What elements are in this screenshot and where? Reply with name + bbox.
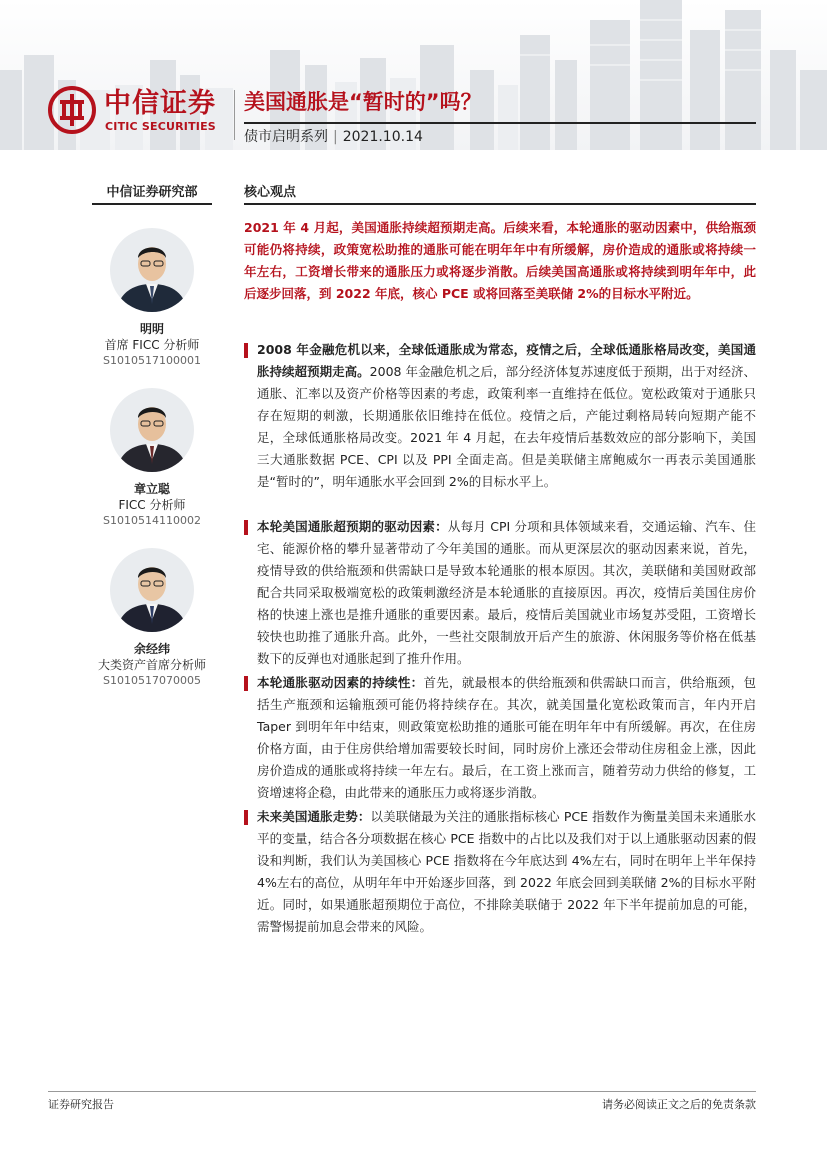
footer-rule <box>48 1091 756 1092</box>
bullet-body: 首先，就最根本的供给瓶颈和供需缺口而言，供给瓶颈，包括生产瓶颈和运输瓶颈可能仍将持续存在。其次，就美国量化宽松政策而言，年内开启 Taper 到明年年中结束，则政策宽松助推的通胀可能在明年年中有所缓解。再次，在住房价格方面，由于住房供给增加需要较长时间，同时房价上涨还会带动住房租金上涨，因此房价造成的通胀或将持续一年左右。最后，在工资上涨而言，随着劳动力供给的修复，工资增速将企稳，由此带来的通胀压力或将逐步消散。 <box>257 675 756 800</box>
title-rule <box>244 122 756 124</box>
bullet-paragraph <box>244 806 756 938</box>
analyst-title: FICC 分析师 <box>118 498 186 512</box>
analyst-photo <box>110 388 194 472</box>
core-views-heading: 核心观点 <box>244 185 297 200</box>
analyst-photo <box>110 548 194 632</box>
bullet-paragraph <box>244 516 756 670</box>
brand-name-en: CITIC SECURITIES <box>105 120 216 133</box>
analyst-card <box>92 548 212 689</box>
analyst-name: 章立聪 <box>133 482 170 496</box>
analyst-cert-id: S1010517100001 <box>103 354 201 367</box>
brand-name-cn: 中信证券 <box>104 88 216 119</box>
analyst-card <box>92 388 212 529</box>
analyst-name: 明明 <box>139 322 164 336</box>
department-heading: 中信证券研究部 <box>106 185 198 200</box>
department-rule <box>92 203 212 205</box>
bullet-marker <box>244 676 248 691</box>
footer-report-type: 证券研究报告 <box>48 1098 114 1111</box>
analyst-cert-id: S1010514110002 <box>103 514 201 527</box>
bullet-paragraph <box>244 672 756 804</box>
core-views-rule <box>244 203 756 205</box>
citic-logo <box>48 86 238 136</box>
report-date: 2021.10.14 <box>342 129 423 145</box>
bullet-lead: 本轮美国通胀超预期的驱动因素： <box>257 519 448 534</box>
report-series: 债市启明系列 <box>244 129 328 145</box>
analyst-title: 首席 FICC 分析师 <box>104 338 200 352</box>
bullet-lead: 本轮通胀驱动因素的持续性： <box>257 675 424 690</box>
report-title: 美国通胀是“暂时的”吗？ <box>244 90 482 114</box>
citic-logo-icon <box>48 86 96 134</box>
analyst-name: 余经纬 <box>133 642 170 656</box>
analyst-photo <box>110 228 194 312</box>
report-series-line <box>244 127 423 147</box>
header-divider <box>234 90 235 140</box>
bullet-body: 以美联储最为关注的通胀指标核心 PCE 指数作为衡量美国未来通胀水平的变量，结合各分项数据在核心 PCE 指数中的占比以及我们对于以上通胀驱动因素的假设和判断，我们认为美国核心 PCE 指数将在今年底达到 4%左右，同时在明年上半年保持 4%左右的高位，从明年年中开始逐步回落，到 2022 年底会回到美联储 2%的目标水平附近。同时，如果通胀超预期位于高位，不排除美联储于 2022 年下半年提前加息的可能，需警惕提前加息会带来的风险。 <box>257 809 756 934</box>
bullet-lead: 2008 年金融危机以来，全球低通胀成为常态，疫情之后，全球低通胀格局改变，美国通胀持续超预期走高。 <box>257 342 756 379</box>
bullet-paragraph <box>244 339 756 493</box>
analyst-cert-id: S1010517070005 <box>103 674 201 687</box>
bullet-marker <box>244 520 248 535</box>
bullet-marker <box>244 343 248 358</box>
series-separator: | <box>333 129 338 145</box>
bullet-body: 从每月 CPI 分项和具体领域来看，交通运输、汽车、住宅、能源价格的攀升显著带动了今年美国的通胀。而从更深层次的驱动因素来说，首先，疫情导致的供给瓶颈和供需缺口是导致本轮通胀的根本原因。其次，美联储和美国财政部配合共同采取极端宽松的政策刺激经济是本轮通胀的直接原因。再次，疫情后美国住房价格的快速上涨也是推升通胀的重要因素。最后，疫情后美国就业市场复苏受阻，工资增长较快也助推了通胀升高。此外，一些社交限制放开后产生的旅游、休闲服务等价格在低基数下的反弹也对通胀起到了推升作用。 <box>257 519 756 666</box>
core-summary: 2021 年 4 月起，美国通胀持续超预期走高。后续来看，本轮通胀的驱动因素中，供给瓶颈可能仍将持续，政策宽松助推的通胀可能在明年年中有所缓解，房价造成的通胀或将持续一年左右，工资增长带来的通胀压力或将逐步消散。后续美国高通胀或将持续到明年年中，此后逐步回落，到 2022 年底，核心 PCE 或将回落至美联储 2%的目标水平附近。 <box>244 220 756 301</box>
analyst-title: 大类资产首席分析师 <box>97 658 206 672</box>
footer-disclaimer-note: 请务必阅读正文之后的免责条款 <box>602 1098 756 1111</box>
analyst-card <box>92 228 212 369</box>
bullet-lead: 未来美国通胀走势： <box>257 809 371 824</box>
bullet-marker <box>244 810 248 825</box>
bullet-body: 2008 年金融危机之后，部分经济体复苏速度低于预期，出于对经济、通胀、汇率以及资产价格等因素的考虑，政策利率一直维持在低位。宽松政策对于通胀只存在短期的刺激，长期通胀依旧维持在低位。疫情之后，产能过剩格局转向短期产能不足，全球低通胀格局改变。2021 年 4 月起，在去年疫情后基数效应的部分影响下，美国三大通胀数据 PCE、CPI 以及 PPI 全面走高。但是美联储主席鲍威尔一再表示美国通胀是“暂时的”，明年通胀水平会回到 2%的目标水平上。 <box>257 364 756 489</box>
